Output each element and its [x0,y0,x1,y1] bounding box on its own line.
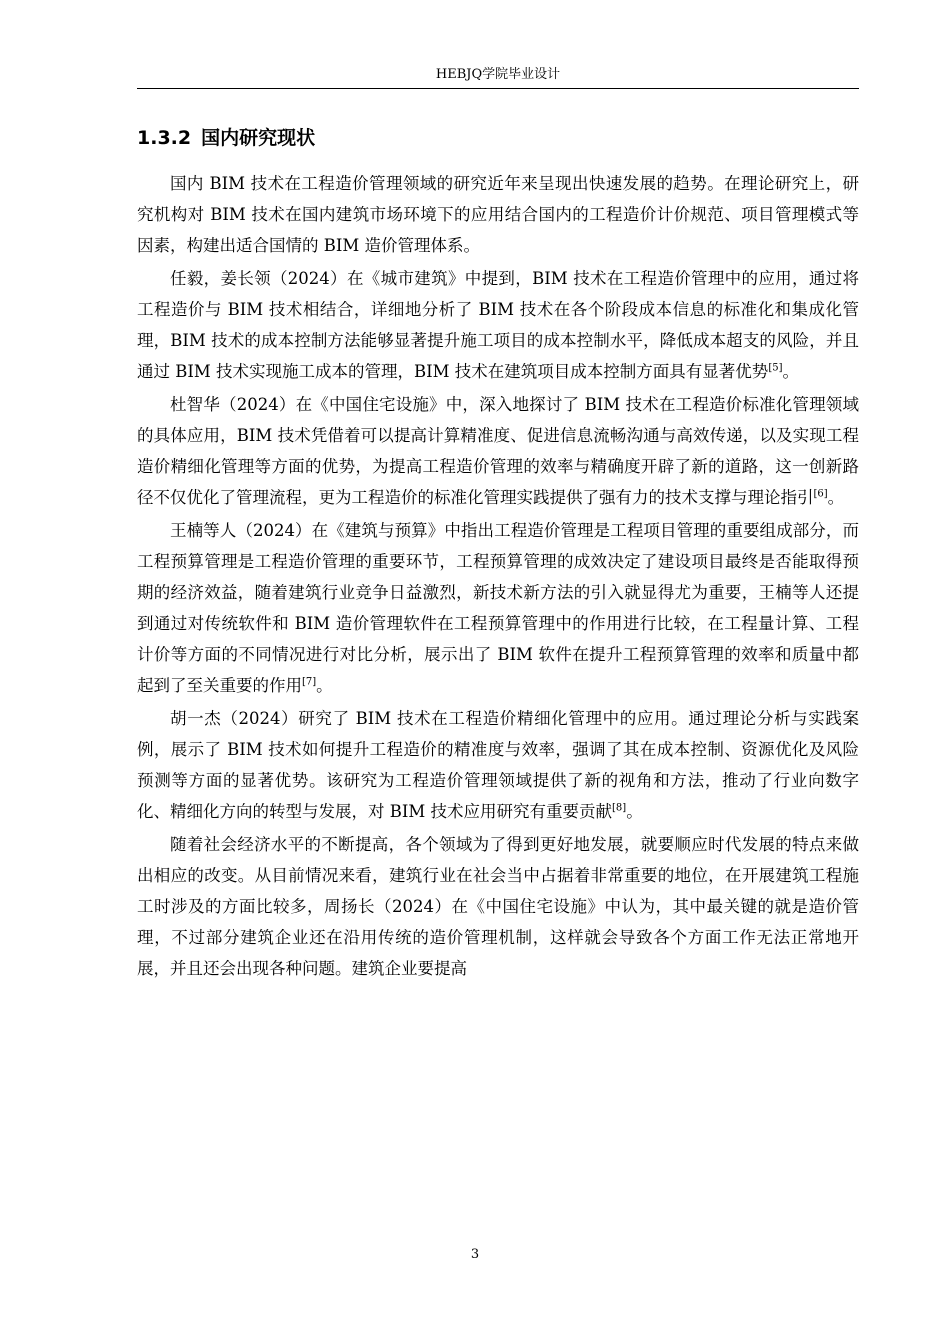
section-heading [137,126,325,150]
paragraph-tail: 。 [316,676,333,695]
paragraph [137,829,859,984]
page-number: 3 [470,1247,480,1262]
paragraph [137,515,859,701]
paragraph [137,703,859,827]
paragraph-tail: 。 [782,362,799,381]
citation-ref: [8] [612,802,627,814]
citation-ref: [7] [302,676,317,688]
paragraph [137,389,859,513]
section-title-text: 国内研究现状 [201,127,316,149]
paragraph-text: 任毅，姜长领（2024）在《城市建筑》中提到，BIM 技术在工程造价管理中的应用，通过将工程造价与 BIM 技术相结合，详细地分析了 BIM 技术在各个阶段成本信息的标准化和集成化管理，BIM 技术的成本控制方法能够显著提升施工项目的成本控制水平，降低成本超支的风险，并且通过 BIM 技术实现施工成本的管理，BIM 技术在建筑项目成本控制方面具有显著优势 [137,269,859,381]
citation-ref: [6] [813,488,828,500]
header-text: HEBJQ学院毕业设计 [435,67,561,82]
paragraph-text: 王楠等人（2024）在《建筑与预算》中指出工程造价管理是工程项目管理的重要组成部分，而工程预算管理是工程造价管理的重要环节，工程预算管理的成效决定了建设项目最终是否能取得预期的经济效益，随着建筑行业竞争日益激烈，新技术新方法的引入就显得尤为重要，王楠等人还提到通过对传统软件和 BIM 造价管理软件在工程预算管理中的作用进行比较，在工程量计算、工程计价等方面的不同情况进行对比分析，展示出了 BIM 软件在提升工程预算管理的效率和质量中都起到了至关重要的作用 [137,521,859,695]
body-text [137,168,859,984]
paragraph-text: 胡一杰（2024）研究了 BIM 技术在工程造价精细化管理中的应用。通过理论分析与实践案例，展示了 BIM 技术如何提升工程造价的精准度与效率，强调了其在成本控制、资源优化及风险预测等方面的显著优势。该研究为工程造价管理领域提供了新的视角和方法，推动了行业向数字化、精细化方向的转型与发展，对 BIM 技术应用研究有重要贡献 [137,709,859,821]
paragraph-text: 国内 BIM 技术在工程造价管理领域的研究近年来呈现出快速发展的趋势。在理论研究上，研究机构对 BIM 技术在国内建筑市场环境下的应用结合国内的工程造价计价规范、项目管理模式等因素，构建出适合国情的 BIM 造价管理体系。 [137,174,859,255]
paragraph-text: 杜智华（2024）在《中国住宅设施》中，深入地探讨了 BIM 技术在工程造价标准化管理领域的具体应用，BIM 技术凭借着可以提高计算精准度、促进信息流畅沟通与高效传递，以及实现工程造价精细化管理等方面的优势，为提高工程造价管理的效率与精确度开辟了新的道路，这一创新路径不仅优化了管理流程，更为工程造价的标准化管理实践提供了强有力的技术支撑与理论指引 [137,395,859,507]
citation-ref: [5] [768,362,783,374]
paragraph [137,168,859,261]
paragraph-text: 随着社会经济水平的不断提高，各个领域为了得到更好地发展，就要顺应时代发展的特点来做出相应的改变。从目前情况来看，建筑行业在社会当中占据着非常重要的地位，在开展建筑工程施工时涉及的方面比较多，周扬长（2024）在《中国住宅设施》中认为，其中最关键的就是造价管理，不过部分建筑企业还在沿用传统的造价管理机制，这样就会导致各个方面工作无法正常地开展，并且还会出现各种问题。建筑企业要提高 [137,835,859,978]
page-header [137,64,859,89]
section-number: 1.3.2 [137,127,192,149]
paragraph-tail: 。 [626,802,643,821]
paragraph [137,263,859,387]
paragraph-tail: 。 [827,488,845,507]
